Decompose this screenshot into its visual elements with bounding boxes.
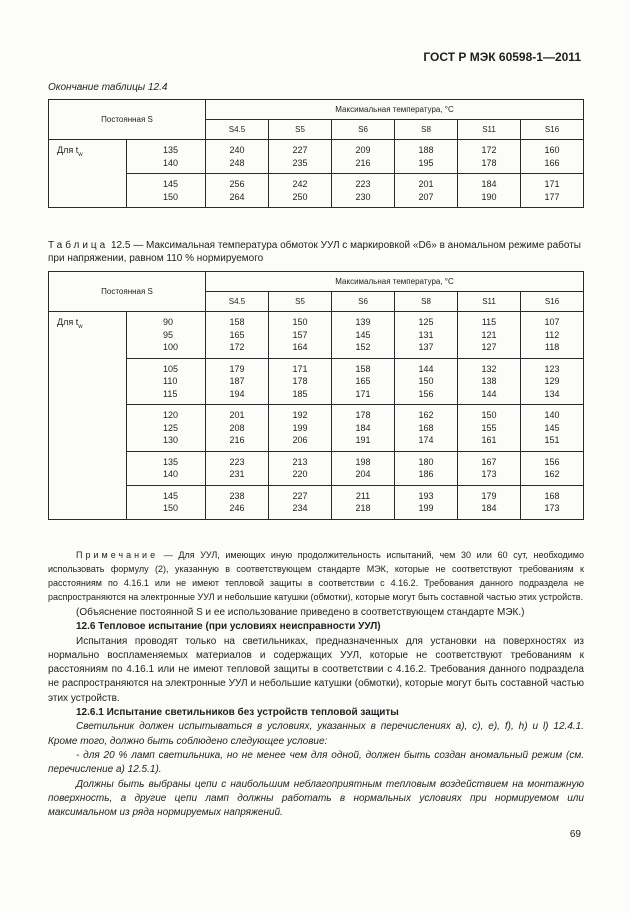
table-row [49,312,584,359]
temperature-cell [206,451,269,485]
const-s-value: 150 [163,191,179,202]
temperature-value: 194 [229,388,245,399]
temperature-value: 256 [229,179,245,189]
section-heading-12-6-1: 12.6.1 Испытание светильников без устройств тепловой защиты [76,707,399,719]
temperature-cell [206,140,269,174]
temperature-cell [458,358,521,405]
temperature-value: 165 [355,376,371,386]
temperature-value: 171 [355,388,371,399]
temperature-cell [521,312,584,359]
temperature-value: 156 [418,388,434,399]
temperature-value: 138 [481,376,497,386]
temperature-value: 150 [292,317,308,327]
temperature-value: 235 [292,157,308,168]
temperature-cell [521,174,584,208]
row-label-text: Для t [57,145,79,155]
const-s-values [127,485,206,519]
table2-caption [48,239,584,265]
temperature-value: 115 [481,317,497,327]
temperature-value: 132 [481,363,497,374]
temperature-value: 171 [544,179,560,189]
temperature-value: 207 [418,191,434,202]
const-s-values [127,174,206,208]
temperature-value: 185 [292,388,308,399]
temperature-value: 174 [418,435,434,445]
temperature-value: 179 [481,490,497,501]
column-header: S4.5 [206,120,269,140]
temperature-cell [332,140,395,174]
temperature-value: 206 [292,435,308,445]
temperature-value: 188 [418,145,434,155]
temperature-value: 227 [292,490,308,501]
table1-caption: Окончание таблицы 12.4 [48,82,168,93]
temperature-cell [332,174,395,208]
const-s-value: 95 [163,329,174,340]
table-row [49,140,584,174]
temperature-cell [458,312,521,359]
row-label-subscript: w [78,151,83,158]
temperature-cell [269,312,332,359]
const-s-header: Постоянная S [49,272,206,312]
temperature-value: 218 [355,503,371,513]
temperature-value: 184 [355,422,371,433]
temperature-cell [332,358,395,405]
temperature-value: 129 [544,376,560,386]
temperature-cell [269,358,332,405]
document-header: ГОСТ Р МЭК 60598-1—2011 [423,50,581,64]
section-heading-12-6: 12.6 Тепловое испытание (при условиях неисправности УУЛ) [76,621,381,633]
temperature-value: 167 [481,456,497,467]
temperature-value: 204 [355,469,371,479]
temperature-value: 191 [355,435,371,445]
const-s-value: 145 [163,179,179,189]
paragraph-12-6-1-list-item: - для 20 % ламп светильника, но не менее чем для одной, должен быть создан аномальный режим (см. перечисление а) 12.5.1). [48,749,584,776]
const-s-values [127,405,206,452]
temperature-value: 166 [544,157,560,168]
const-s-value: 140 [163,469,179,479]
max-temp-header: Максимальная температура, °С [206,100,584,120]
column-header: S8 [395,292,458,312]
temperature-value: 190 [481,191,497,202]
const-s-values [127,140,206,174]
table-note [48,548,584,604]
temperature-value: 199 [292,422,308,433]
column-header: S11 [458,120,521,140]
temperature-value: 155 [481,422,497,433]
temperature-value: 121 [481,329,497,340]
temperature-value: 184 [481,503,497,513]
temperature-value: 234 [292,503,308,513]
body-text [48,606,584,820]
temperature-cell [395,140,458,174]
temperature-value: 160 [544,145,560,155]
temperature-cell [332,485,395,519]
const-s-value: 115 [163,388,178,399]
column-header: S6 [332,120,395,140]
temperature-value: 193 [418,490,434,501]
temperature-cell [395,451,458,485]
temperature-value: 127 [481,342,497,352]
table-row [49,358,584,405]
temperature-value: 150 [418,376,434,386]
temperature-cell [458,485,521,519]
temperature-value: 172 [229,342,245,352]
temperature-value: 157 [292,329,308,340]
temperature-value: 250 [292,191,308,202]
paragraph-12-6-1-circuits: Должны быть выбраны цепи с наибольшим неблагоприятным тепловым воздействием на монтажную поверхность, а другие цепи ламп должны работать в нормальных условиях при нормируемом или максимальном из ряда нормируемых напряжений. [48,778,584,819]
temperature-value: 198 [355,456,371,467]
const-s-value: 130 [163,435,179,445]
const-s-header: Постоянная S [49,100,206,140]
temperature-cell [206,405,269,452]
temperature-value: 107 [544,317,560,327]
temperature-value: 216 [355,157,371,168]
temperature-cell [269,140,332,174]
const-s-value: 145 [163,490,179,501]
temperature-value: 213 [292,456,308,467]
temperature-value: 158 [355,363,371,374]
temperature-value: 223 [355,179,371,189]
temperature-value: 112 [544,329,560,340]
temperature-cell [521,140,584,174]
temperature-value: 162 [544,469,560,479]
const-s-values [127,312,206,359]
temperature-value: 145 [355,329,371,340]
table2-caption-prefix: Таблица [48,240,109,251]
temperature-value: 171 [292,363,308,374]
row-label [49,140,127,208]
temperature-cell [269,451,332,485]
const-s-value: 135 [163,145,179,155]
column-header: S4.5 [206,292,269,312]
temperature-cell [458,451,521,485]
temperature-cell [458,140,521,174]
row-label [49,312,127,520]
paragraph-s-explanation: (Объяснение постоянной S и ее использование приведено в соответствующем стандарте МЭК.) [76,607,525,618]
table-12-4-end [48,99,584,208]
temperature-cell [206,312,269,359]
temperature-value: 179 [229,363,245,374]
temperature-value: 230 [355,191,371,202]
temperature-cell [521,405,584,452]
column-header: S5 [269,120,332,140]
temperature-cell [269,485,332,519]
temperature-cell [521,358,584,405]
temperature-value: 264 [229,191,245,202]
temperature-value: 131 [418,329,434,340]
temperature-value: 168 [544,490,560,501]
column-header: S16 [521,292,584,312]
temperature-value: 173 [544,503,560,513]
temperature-value: 195 [418,157,434,168]
const-s-value: 100 [163,342,179,352]
table-row [49,174,584,208]
temperature-value: 123 [544,363,560,374]
const-s-value: 125 [163,422,179,433]
temperature-value: 211 [355,490,371,501]
temperature-value: 137 [418,342,434,352]
temperature-value: 134 [544,388,560,399]
temperature-cell [206,485,269,519]
temperature-value: 162 [418,410,434,420]
temperature-value: 209 [355,145,371,155]
note-text: — Для УУЛ, имеющих иную продолжительность испытаний, чем 30 или 60 сут, необходимо использовать формулу (2), указанную в соответствующем стандарте МЭК, которые не соответствуют требованиям к расстояниям по 4.16.1 или не имеют тепловой защиты в соответствии с 4.16.2. Требования данного подраздела не распространяются на электронные УУЛ и небольшие катушки (обмотки), которые могут быть составной частью этих устройств. [48,550,584,602]
column-header: S11 [458,292,521,312]
temperature-value: 151 [544,435,560,445]
column-header: S16 [521,120,584,140]
const-s-values [127,358,206,405]
temperature-value: 158 [229,317,245,327]
temperature-cell [458,405,521,452]
table-row [49,405,584,452]
temperature-value: 150 [481,410,497,420]
temperature-value: 173 [481,469,497,479]
temperature-value: 186 [418,469,434,479]
const-s-value: 150 [163,503,179,513]
temperature-value: 125 [418,317,434,327]
temperature-value: 248 [229,157,245,168]
paragraph-12-6: Испытания проводят только на светильниках, предназначенных для установки на поверхностях из нормально воспламеняемых материалов и содержащих УУЛ, которые не соответствуют требованиям к расстояниям по 4.16.1 или не имеют тепловой защиты в соответствии с 4.16.2. Требования данного подраздела не распространяются на электронные УУЛ и небольшие катушки (обмотки), которые могут быть составной частью этих устройств. [48,635,584,704]
const-s-value: 135 [163,456,179,467]
temperature-value: 144 [418,363,434,374]
temperature-cell [206,174,269,208]
temperature-value: 223 [229,456,245,467]
temperature-value: 177 [544,191,560,202]
temperature-value: 227 [292,145,308,155]
temperature-value: 208 [229,422,245,433]
temperature-cell [521,485,584,519]
temperature-value: 165 [229,329,245,340]
table-row [49,451,584,485]
temperature-value: 172 [481,145,497,155]
const-s-value: 120 [163,410,179,420]
temperature-value: 178 [292,376,308,386]
temperature-cell [395,174,458,208]
temperature-value: 180 [418,456,434,467]
temperature-cell [332,312,395,359]
page-number: 69 [569,829,581,840]
temperature-value: 139 [355,317,371,327]
temperature-cell [458,174,521,208]
temperature-value: 246 [229,503,245,513]
temperature-cell [332,405,395,452]
temperature-cell [521,451,584,485]
temperature-value: 216 [229,435,245,445]
paragraph-12-6-1-conditions: Светильник должен испытываться в условиях, указанных в перечислениях а), с), е), f), h) и l) 12.4.1. Кроме того, должно быть соблюдено следующее условие: [48,721,584,747]
temperature-value: 144 [481,388,497,399]
row-label-subscript: w [78,323,83,330]
temperature-value: 240 [229,145,245,155]
temperature-value: 192 [292,410,308,420]
temperature-cell [395,485,458,519]
temperature-value: 199 [418,503,434,513]
temperature-value: 187 [229,376,245,386]
column-header: S5 [269,292,332,312]
temperature-value: 156 [544,456,560,467]
temperature-value: 242 [292,179,308,189]
temperature-value: 164 [292,342,308,352]
note-prefix: Примечание [76,550,159,560]
const-s-value: 110 [163,376,178,386]
temperature-value: 201 [229,410,245,420]
temperature-cell [206,358,269,405]
temperature-value: 140 [544,410,560,420]
temperature-value: 184 [481,179,497,189]
column-header: S8 [395,120,458,140]
const-s-value: 105 [163,363,179,374]
row-label-text: Для t [57,317,79,327]
temperature-value: 178 [355,410,371,420]
temperature-value: 220 [292,469,308,479]
table-12-5 [48,271,584,520]
temperature-value: 178 [481,157,497,168]
temperature-value: 201 [418,179,434,189]
const-s-value: 90 [163,317,174,327]
const-s-values [127,451,206,485]
temperature-cell [395,358,458,405]
const-s-value: 140 [163,157,179,168]
temperature-value: 161 [481,435,497,445]
temperature-cell [395,405,458,452]
temperature-value: 231 [229,469,245,479]
temperature-value: 118 [544,342,560,352]
table-row [49,485,584,519]
temperature-cell [395,312,458,359]
temperature-value: 145 [544,422,560,433]
temperature-value: 168 [418,422,434,433]
temperature-cell [332,451,395,485]
temperature-value: 238 [229,490,245,501]
table2-caption-text: 12.5 — Максимальная температура обмоток УУЛ с маркировкой «D6» в аномальном режиме работы при напряжении, равном 110 % нормируемого [48,240,581,264]
temperature-cell [269,405,332,452]
column-header: S6 [332,292,395,312]
temperature-value: 152 [355,342,371,352]
temperature-cell [269,174,332,208]
max-temp-header: Максимальная температура, °С [206,272,584,292]
